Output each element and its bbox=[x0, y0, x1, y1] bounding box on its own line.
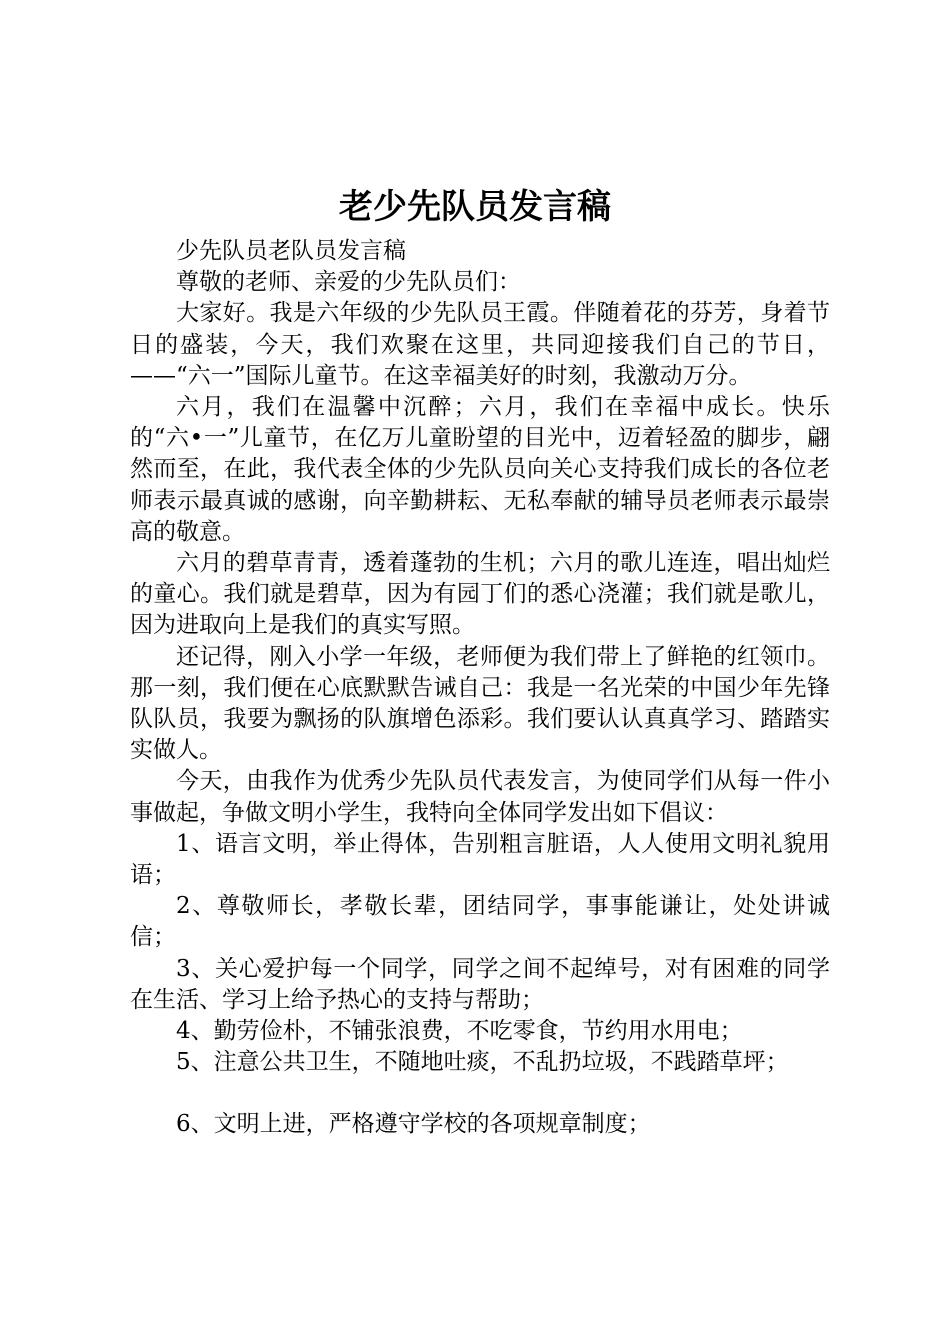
document-body bbox=[130, 236, 830, 1141]
paragraph-june-gratitude: 六月，我们在温馨中沉醉；六月，我们在幸福中成长。快乐的“六•一”儿童节，在亿万儿童盼望的目光中，迈着轻盈的脚步，翩然而至，在此，我代表全体的少先队员向关心支持我们成长的各位老师表示最真诚的感谢，向辛勤耕耘、无私奉献的辅导员老师表示最崇高的敬意。 bbox=[130, 394, 830, 545]
list-item-6: 6、文明上进，严格遵守学校的各项规章制度； bbox=[176, 1111, 651, 1138]
list-item-3: 3、关心爱护每一个同学，同学之间不起绰号，对有困难的同学在生活、学习上给予热心的支持与帮助； bbox=[130, 955, 830, 1013]
list-item-4: 4、勤劳俭朴，不铺张浪费，不吃零食，节约用水用电； bbox=[176, 1018, 743, 1045]
paragraph-subtitle: 少先队员老队员发言稿 bbox=[176, 238, 406, 264]
paragraph-intro: 大家好。我是六年级的少先队员王霞。伴随着花的芬芳，身着节日的盛装，今天，我们欢聚在这里，共同迎接我们自己的节日，——“六一”国际儿童节。在这幸福美好的时刻，我激动万分。 bbox=[130, 300, 830, 389]
paragraph-greeting: 尊敬的老师、亲爱的少先队员们： bbox=[176, 269, 521, 296]
list-item-5: 5、注意公共卫生，不随地吐痰，不乱扔垃圾，不践踏草坪； bbox=[176, 1049, 789, 1076]
paragraph-june-grass: 六月的碧草青青，透着蓬勃的生机；六月的歌儿连连，唱出灿烂的童心。我们就是碧草，因为有园丁们的悉心浇灌；我们就是歌儿，因为进取向上是我们的真实写照。 bbox=[130, 550, 830, 639]
list-item-1: 1、语言文明，举止得体，告别粗言脏语，人人使用文明礼貌用语； bbox=[130, 830, 830, 889]
document-title: 老少先队员发言稿 bbox=[339, 187, 611, 227]
blank-line bbox=[130, 1078, 830, 1109]
paragraph-proposal: 今天，由我作为优秀少先队员代表发言，为使同学们从每一件小事做起，争做文明小学生，我特向全体同学发出如下倡议： bbox=[130, 768, 830, 826]
list-item-2: 2、尊敬师长，孝敬长辈，团结同学，事事能谦让，处处讲诚信； bbox=[130, 893, 830, 951]
paragraph-red-scarf: 还记得，刚入小学一年级，老师便为我们带上了鲜艳的红领巾。那一刻，我们便在心底默默告诫自己：我是一名光荣的中国少年先锋队队员，我要为飘扬的队旗增色添彩。我们要认认真真学习、踏踏实实做人。 bbox=[130, 643, 830, 764]
